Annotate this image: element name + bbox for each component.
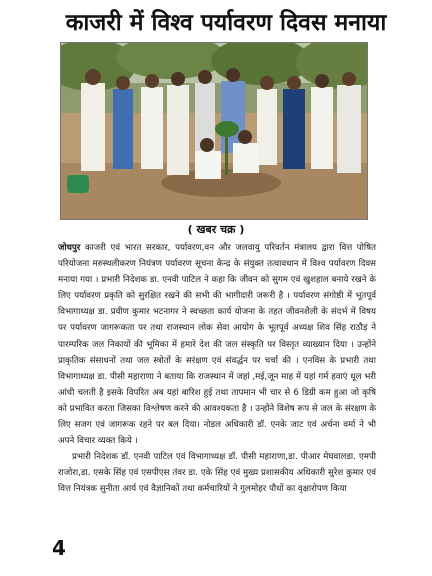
page-number: 4 bbox=[52, 536, 66, 560]
paragraph-2-text: प्रभारी निदेशक डॉ. एनवी पाटिल एवं विभागाध्यक्ष डॉ. पीसी महाराणा,डा. पीआर मेघवालडा. एमपी राजोरा,डा. एसके सिंह एवं एसपीएस तंवर डा. एके सिंह एवं मुख्य प्रशासकीय अधिकारी सुरेश कुमार एवं वित्त नियंत्रक सुनीता आर्य एवं वैज्ञानिकों तथा कर्मचारियों ने गुलमोहर पौधों का वृक्षारोपण किया bbox=[58, 452, 376, 495]
tree-planting-photo bbox=[61, 43, 367, 219]
dateline: जोधपुर bbox=[58, 243, 81, 253]
news-credit: ( खबर चक्र ) bbox=[187, 223, 245, 236]
paragraph-1 bbox=[58, 240, 376, 449]
paragraph-1-text: काजरी एवं भारत सरकार, पर्यावरण,वन और जलवायु परिवर्तन मंत्रालय द्वारा वित्त पोषित परियोजना मरुस्थलीकरण नियंत्रण पर्यावरण सूचना केन्द्र के संयुक्त तत्वावधान में विश्व पर्यावरण दिवस मनाया गया । प्रभारी निदेशक डा. एनवी पाटिल ने कहा कि जीवन को सुगम एवं खुशहाल बनाये रखने के लिए पर्यावरण प्रकृति को सुरक्षित रखने की सभी की भागीदारी जरूरी है । पर्यावरण संगोष्ठी में भूतपूर्व विभागाध्यक्ष डा. प्रवीण कुमार भटनागर ने स्वच्छता कार्य योजना के तहत जीवनशैली के संदर्भ में विषय पर पर्यावरण जागरूकता पर तथा राजस्थान लोक सेवा आयोग के भूतपूर्व अध्यक्ष शिव सिंह राठौड़ ने पारम्परिक जल निकायों की भूमिका में हमारे देश की जल संस्कृति पर विस्तृत व्याख्यान दिया । उन्होंने प्राकृतिक संसाधनों तथा जल स्त्रोतों के सरंक्षण एवं संवर्द्धन पर चर्चा की । एनविस के प्रभारी तथा विभागाध्यक्ष डा. पीसी महाराणा ने बताया कि राजस्थान में जहां ,मई,जून माह में यहां गर्म हवाएं धूल भरी आंधी चलती है इसके विपरित अब यहां बारिश हुई तथा तापमान भी चार से 6 डिग्री कम हुआ जो कृषि को प्रभावित करता जिसका विश्लेषण करने की आवश्यकता है । उन्होंने विशेष रूप से जल के संरक्षण के लिए सजग एवं जागरूक रहने पर बल दिया। नोडल अधिकारी डॉ. एनके जाट एवं अर्चना वर्मा ने भी अपने विचार व्यक्त किये । bbox=[58, 243, 377, 447]
article-body bbox=[58, 240, 376, 562]
paragraph-2 bbox=[58, 449, 376, 497]
headline: काजरी में विश्व पर्यावरण दिवस मनाया bbox=[65, 10, 387, 36]
news-photo bbox=[60, 42, 368, 220]
